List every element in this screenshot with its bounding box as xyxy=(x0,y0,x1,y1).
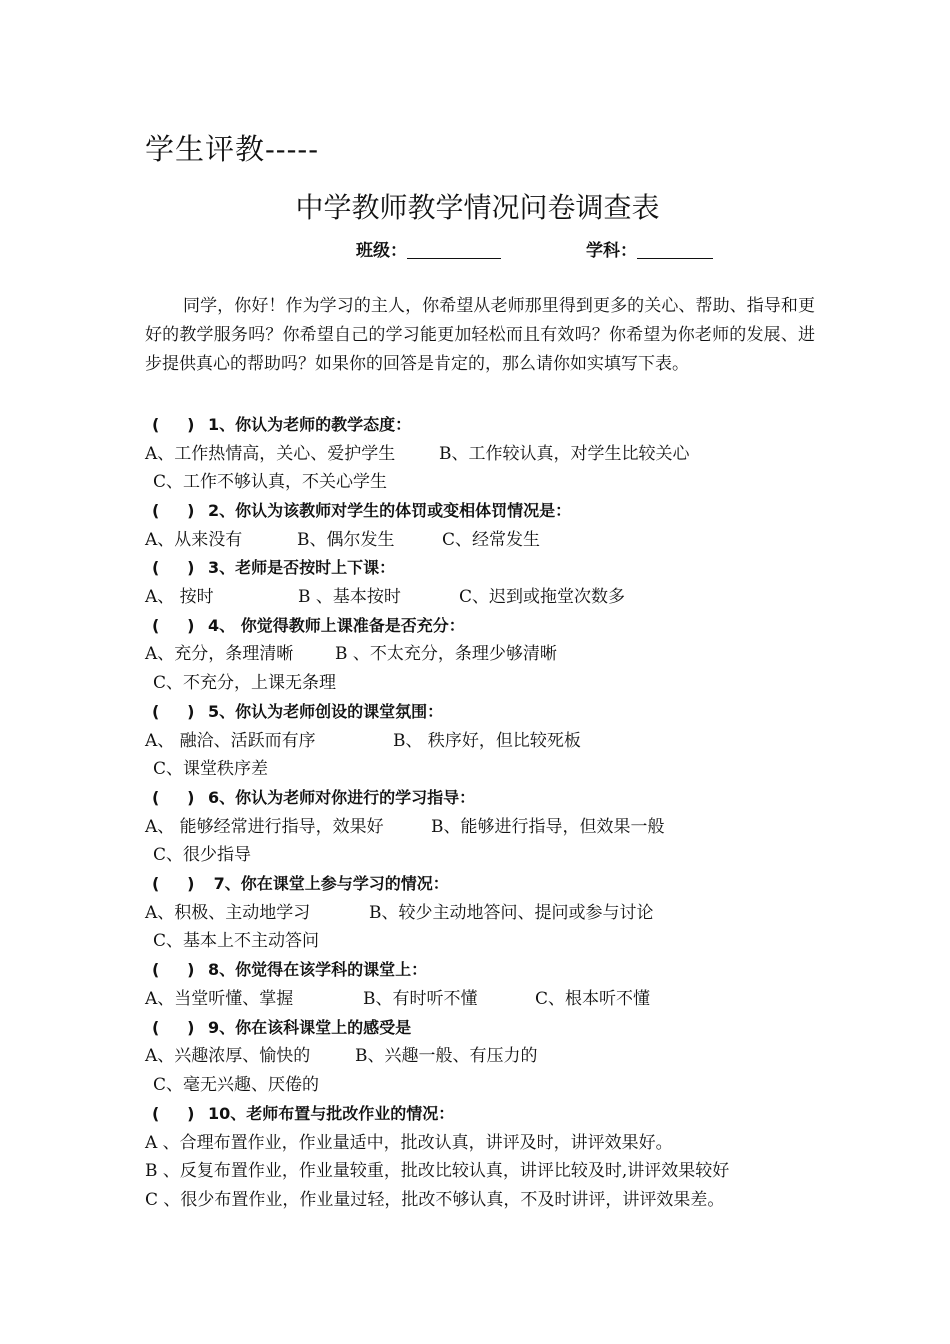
option-text: B、较少主动地答问、提问或参与讨论 xyxy=(369,903,654,923)
option-text: A 、合理布置作业，作业量适中，批改认真，讲评及时，讲评效果好。 xyxy=(145,1133,673,1153)
options-row xyxy=(145,529,541,551)
option-text: C、工作不够认真，不关心学生 xyxy=(153,472,388,492)
question-row xyxy=(152,701,443,723)
option-text: B 、反复布置作业，作业量较重，批改比较认真，讲评比较及时,讲评效果较好 xyxy=(145,1161,730,1181)
answer-blank[interactable]: ( ) xyxy=(152,415,195,434)
question-prompt: 4、 你觉得教师上课准备是否充分： xyxy=(208,616,465,635)
option-text: A、 按时 xyxy=(145,587,214,607)
option-text: C、经常发生 xyxy=(442,530,541,550)
answer-blank[interactable]: ( ) xyxy=(152,874,195,893)
question-prompt: 7、你在课堂上参与学习的情况： xyxy=(208,874,449,893)
subject-blank[interactable] xyxy=(637,240,713,259)
form-title: 中学教师教学情况问卷调查表 xyxy=(295,191,660,224)
option-text: C、根本听不懂 xyxy=(535,989,651,1009)
answer-blank[interactable]: ( ) xyxy=(152,616,195,635)
option-text: C、迟到或拖堂次数多 xyxy=(459,587,626,607)
question-row xyxy=(152,500,571,522)
option-text: B、兴趣一般、有压力的 xyxy=(355,1046,538,1066)
question-row xyxy=(152,959,427,981)
option-text: C、课堂秩序差 xyxy=(153,759,269,779)
option-text: A、工作热情高，关心、爱护学生 xyxy=(145,444,396,464)
answer-blank[interactable]: ( ) xyxy=(152,788,195,807)
options-row xyxy=(145,1189,724,1211)
options-row xyxy=(153,672,336,694)
option-text: A、兴趣浓厚、愉快的 xyxy=(145,1046,311,1066)
class-label: 班级： xyxy=(356,241,407,261)
options-row xyxy=(145,586,626,608)
question-row xyxy=(152,1017,411,1039)
options-row xyxy=(153,471,387,493)
question-row xyxy=(152,873,449,895)
option-text: A、 融洽、活跃而有序 xyxy=(145,731,316,751)
option-text: C 、很少布置作业，作业量过轻，批改不够认真，不及时讲评，讲评效果差。 xyxy=(145,1190,725,1210)
options-row xyxy=(145,988,651,1010)
options-row xyxy=(153,758,268,780)
option-text: A、充分，条理清晰 xyxy=(145,644,294,664)
answer-blank[interactable]: ( ) xyxy=(152,960,195,979)
answer-blank[interactable]: ( ) xyxy=(152,501,195,520)
question-prompt: 8、你觉得在该学科的课堂上： xyxy=(208,960,428,979)
answer-blank[interactable]: ( ) xyxy=(152,702,195,721)
question-row xyxy=(152,414,411,436)
question-prompt: 2、你认为该教师对学生的体罚或变相体罚情况是： xyxy=(208,501,572,520)
option-text: A、 能够经常进行指导，效果好 xyxy=(145,817,384,837)
option-text: C、毫无兴趣、厌倦的 xyxy=(153,1075,320,1095)
option-text: C、不充分，上课无条理 xyxy=(153,673,337,693)
options-row xyxy=(153,930,319,952)
options-row xyxy=(145,902,654,924)
question-row xyxy=(152,615,465,637)
question-row xyxy=(152,1103,454,1125)
question-prompt: 1、你认为老师的教学态度： xyxy=(208,415,412,434)
question-prompt: 6、你认为老师对你进行的学习指导： xyxy=(208,788,476,807)
question-row xyxy=(152,557,395,579)
answer-blank[interactable]: ( ) xyxy=(152,558,195,577)
subject-field[interactable] xyxy=(586,236,713,261)
answer-blank[interactable]: ( ) xyxy=(152,1018,195,1037)
question-prompt: 3、老师是否按时上下课： xyxy=(208,558,396,577)
option-text: B、工作较认真，对学生比较关心 xyxy=(439,444,690,464)
option-text: B、 秩序好，但比较死板 xyxy=(393,731,581,751)
answer-blank[interactable]: ( ) xyxy=(152,1104,195,1123)
option-text: C、很少指导 xyxy=(153,845,252,865)
question-row xyxy=(152,787,475,809)
option-text: B 、基本按时 xyxy=(298,587,401,607)
option-text: A、积极、主动地学习 xyxy=(145,903,311,923)
option-text: A、从来没有 xyxy=(145,530,243,550)
intro-paragraph: 同学，你好！作为学习的主人，你希望从老师那里得到更多的关心、帮助、指导和更好的教学服务吗？你希望自己的学习能更加轻松而且有效吗？你希望为你老师的发展、进步提供真心的帮助吗？如果你的回答是肯定的，那么请你如实填写下表。 xyxy=(145,296,815,374)
question-prompt: 9、你在该科课堂上的感受是 xyxy=(208,1018,412,1037)
option-text: A、当堂听懂、掌握 xyxy=(145,989,294,1009)
option-text: C、基本上不主动答问 xyxy=(153,931,320,951)
class-field[interactable] xyxy=(356,236,501,261)
options-row xyxy=(153,844,251,866)
option-text: B、能够进行指导，但效果一般 xyxy=(431,817,665,837)
options-row xyxy=(145,1132,673,1154)
options-row xyxy=(145,643,557,665)
options-row xyxy=(145,730,581,752)
options-row xyxy=(145,443,690,465)
header-title: 学生评教----- xyxy=(145,132,319,166)
option-text: B、有时听不懂 xyxy=(363,989,478,1009)
options-row xyxy=(153,1074,319,1096)
question-prompt: 5、你认为老师创设的课堂氛围： xyxy=(208,702,444,721)
option-text: B、偶尔发生 xyxy=(297,530,395,550)
question-prompt: 10、老师布置与批改作业的情况： xyxy=(208,1104,455,1123)
options-row xyxy=(145,816,665,838)
options-row xyxy=(145,1160,729,1182)
class-blank[interactable] xyxy=(407,240,501,259)
option-text: B 、不太充分，条理少够清晰 xyxy=(335,644,557,664)
subject-label: 学科： xyxy=(586,241,637,261)
options-row xyxy=(145,1045,538,1067)
